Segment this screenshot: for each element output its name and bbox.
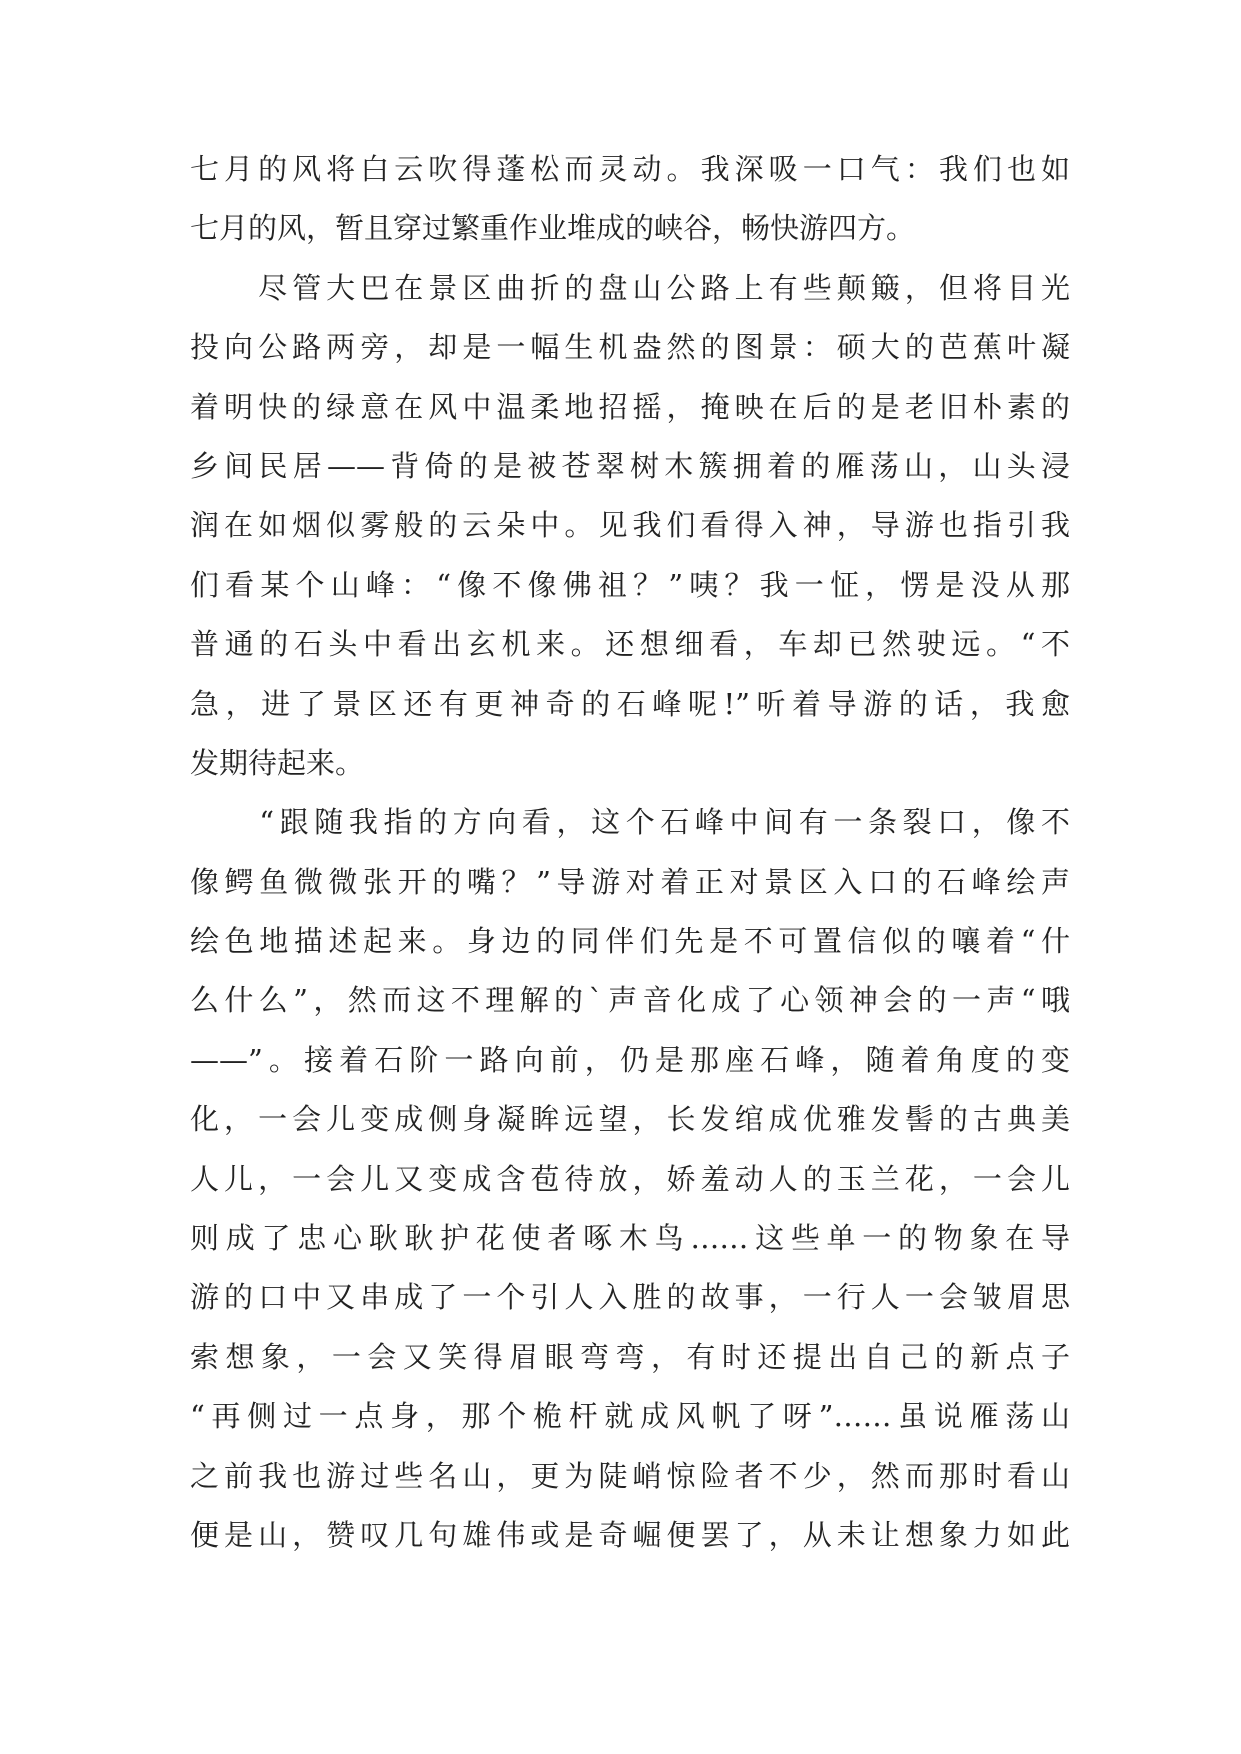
text-line: “再侧过一点身，那个桅杆就成风帆了呀”……虽说雁荡山 — [190, 1399, 1070, 1434]
text-line: 之前我也游过些名山，更为陡峭惊险者不少，然而那时看山 — [190, 1458, 1070, 1493]
text-line: 乡间民居——背倚的是被苍翠树木簇拥着的雁荡山，山头浸 — [190, 448, 1070, 483]
text-line: 绘色地描述起来。身边的同伴们先是不可置信似的嚷着“什 — [190, 924, 1070, 959]
text-line: 化，一会儿变成侧身凝眸远望，长发绾成优雅发髻的古典美 — [190, 1102, 1070, 1137]
body-text — [190, 140, 1070, 1565]
text-line: 游的口中又串成了一个引人入胜的故事，一行人一会皱眉思 — [190, 1280, 1070, 1315]
text-line: 急，进了景区还有更神奇的石峰呢!”听着导游的话，我愈 — [190, 686, 1070, 721]
text-line: 尽管大巴在景区曲折的盘山公路上有些颠簸，但将目光 — [190, 270, 1070, 305]
text-line: 索想象，一会又笑得眉眼弯弯，有时还提出自己的新点子 — [190, 1339, 1070, 1374]
text-line: “跟随我指的方向看，这个石峰中间有一条裂口，像不 — [190, 805, 1070, 840]
text-line: ——”。接着石阶一路向前，仍是那座石峰，随着角度的变 — [190, 1042, 1070, 1077]
text-line: 着明快的绿意在风中温柔地招摇，掩映在后的是老旧朴素的 — [190, 389, 1070, 424]
text-line: 们看某个山峰：“像不像佛祖？”咦？我一怔，愣是没从那 — [190, 567, 1070, 602]
text-line: 发期待起来。 — [190, 745, 365, 780]
text-line: 普通的石头中看出玄机来。还想细看，车却已然驶远。“不 — [190, 627, 1070, 662]
text-line: 投向公路两旁，却是一幅生机盎然的图景：硕大的芭蕉叶凝 — [190, 330, 1070, 365]
text-line: 七月的风，暂且穿过繁重作业堆成的峡谷，畅快游四方。 — [190, 211, 916, 246]
text-line: 么什么”，然而这不理解的`声音化成了心领神会的一声“哦 — [190, 983, 1070, 1018]
text-line: 润在如烟似雾般的云朵中。见我们看得入神，导游也指引我 — [190, 508, 1070, 543]
text-line: 便是山，赞叹几句雄伟或是奇崛便罢了，从未让想象力如此 — [190, 1517, 1070, 1552]
text-line: 像鳄鱼微微张开的嘴？”导游对着正对景区入口的石峰绘声 — [190, 864, 1070, 899]
text-line: 人儿，一会儿又变成含苞待放，娇羞动人的玉兰花，一会儿 — [190, 1161, 1070, 1196]
text-line: 七月的风将白云吹得蓬松而灵动。我深吸一口气：我们也如 — [190, 152, 1070, 186]
text-line: 则成了忠心耿耿护花使者啄木鸟……这些单一的物象在导 — [190, 1221, 1070, 1256]
